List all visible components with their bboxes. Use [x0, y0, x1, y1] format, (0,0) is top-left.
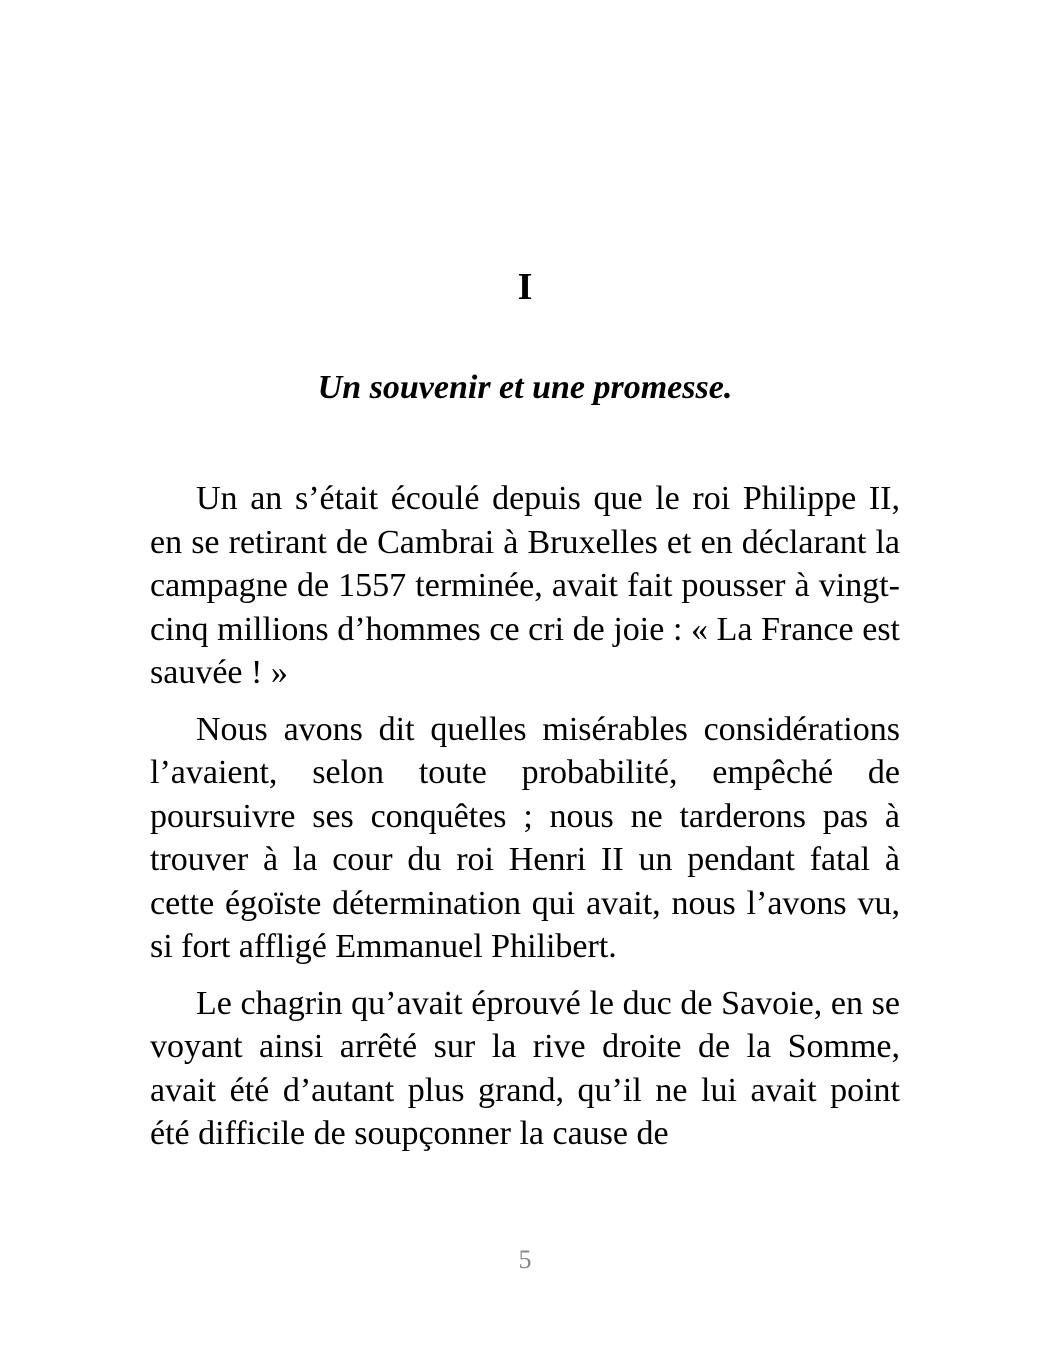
chapter-title: Un souvenir et une promesse. — [317, 369, 733, 406]
paragraph-2: Nous avons dit quelles misérables considérations l’avaient, selon toute probabilité, empêché de poursuivre ses conquêtes ; nous ne tarderons pas à trouver à la cour du roi Henri II un pendant fatal à cette égoïste détermination qui avait, nous l’avons vu, si fort affligé Emmanuel Philibert. — [150, 710, 900, 965]
chapter-number: I — [517, 266, 533, 308]
paragraph-3: Le chagrin qu’avait éprouvé le duc de Savoie, en se voyant ainsi arrêté sur la rive droite de la Somme, avait été d’autant plus grand, qu’il ne lui avait point été difficile de soupçonner la cause de — [150, 984, 900, 1152]
page-number: 5 — [518, 1245, 532, 1274]
paragraph-1: Un an s’était écoulé depuis que le roi Philippe II, en se retirant de Cambrai à Bruxelles et en déclarant la campagne de 1557 terminée, avait fait pousser à vingt-cinq millions d’hommes ce cri de joie : « La France est sauvée ! » — [150, 480, 900, 691]
chapter-body — [150, 477, 900, 1169]
